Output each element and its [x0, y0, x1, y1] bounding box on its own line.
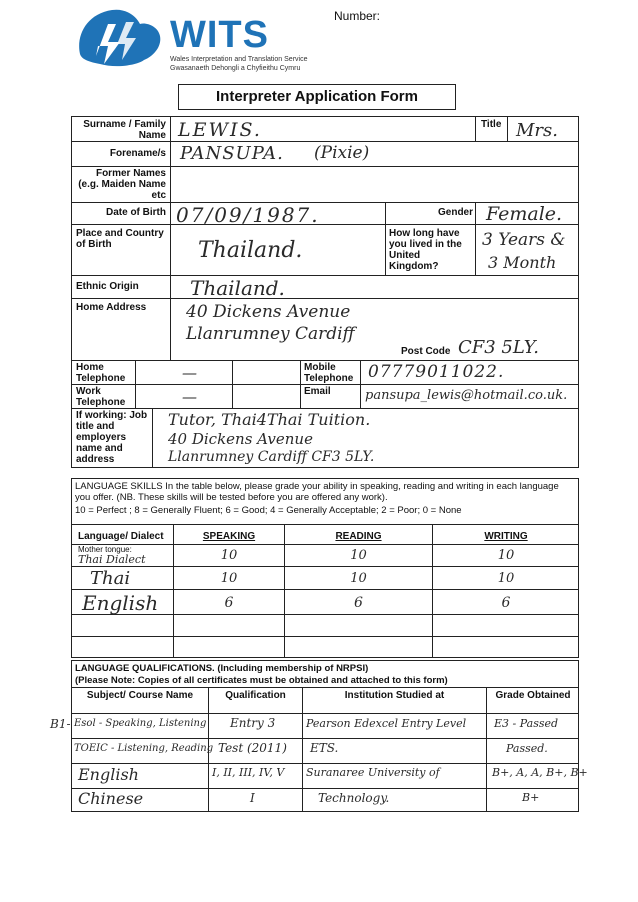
language-skills-scale: 10 = Perfect ; 8 = Generally Fluent; 6 = Good; 4 = Generally Acceptable; 2 = Poor; 0 = None [75, 505, 462, 516]
ethnic-origin-value: Thailand. [190, 276, 285, 300]
qual-subject: Esol - Speaking, Listening [74, 718, 207, 729]
forename-label: Forename/s [109, 148, 166, 159]
qual-grade: B+, A, A, B+, B+ [492, 766, 588, 779]
tagline-english: Wales Interpretation and Translation Service [170, 56, 308, 63]
dob-label: Date of Birth [106, 207, 166, 218]
tagline-welsh: Gwasanaeth Dehongli a Chyfieithu Cymru [170, 65, 301, 72]
skill-writing: 10 [497, 548, 515, 563]
qual-qualification: I, II, III, IV, V [212, 766, 285, 779]
qual-grade: Passed. [506, 742, 548, 755]
col-speaking: SPEAKING [202, 531, 256, 542]
uk-duration-years: 3 Years & [482, 230, 566, 250]
col-grade: Grade Obtained [495, 690, 571, 701]
dob-value: 07/09/1987. [176, 203, 320, 227]
ethnic-origin-label: Ethnic Origin [76, 281, 139, 292]
qual-institution: ETS. [310, 741, 339, 755]
number-label: Number: [334, 9, 381, 23]
qual-grade: B+ [522, 791, 540, 804]
skill-writing: 10 [497, 571, 515, 586]
skill-speaking: 6 [224, 595, 234, 611]
qualifications-intro-text: LANGUAGE QUALIFICATIONS. (Including membership of NRPSI) [75, 663, 369, 674]
surname-value: LEWIS. [178, 119, 262, 141]
home-telephone-value: — [182, 364, 197, 382]
margin-note: B1- [50, 717, 71, 731]
qual-grade: E3 - Passed [494, 717, 559, 730]
col-qualification: Qualification [225, 690, 286, 701]
skill-speaking: 10 [220, 571, 238, 586]
gender-label: Gender [438, 207, 474, 218]
email-label: Email [304, 386, 331, 397]
mother-tongue-label: Mother tongue: [78, 545, 132, 554]
skill-language: English [82, 591, 159, 615]
birthplace-value: Thailand. [198, 238, 303, 263]
qual-institution: Suranaree University of [306, 766, 440, 779]
qual-qualification: Entry 3 [230, 716, 276, 730]
postcode-label: Post Code [401, 346, 451, 357]
address-line-1: 40 Dickens Avenue [186, 302, 351, 322]
job-line-3: Llanrumney Cardiff CF3 5LY. [168, 449, 375, 465]
language-skills-intro [75, 481, 575, 503]
skill-speaking: 10 [220, 548, 238, 563]
home-telephone-label: Home Telephone [76, 362, 126, 384]
uk-residence-label: How long have you lived in the United Kingdom? [389, 228, 462, 272]
qual-institution: Pearson Edexcel Entry Level [306, 717, 467, 730]
work-telephone-value: — [182, 388, 197, 406]
home-address-label: Home Address [76, 302, 147, 313]
birthplace-label: Place and Country of Birth [76, 228, 164, 250]
job-line-2: 40 Dickens Avenue [168, 430, 313, 448]
wits-logo [74, 6, 166, 68]
qualifications-intro [75, 663, 368, 674]
qual-subject: TOEIC - Listening, Reading [74, 743, 214, 754]
skill-language: Thai [90, 568, 131, 589]
form-title-box [178, 84, 456, 110]
skill-reading: 10 [350, 548, 367, 563]
job-label: If working: Job title and employers name and address [76, 410, 148, 465]
nickname-value: (Pixie) [314, 143, 370, 163]
qualifications-note: (Please Note: Copies of all certificates must be obtained and attached to this form) [75, 675, 448, 686]
email-value: pansupa_lewis@hotmail.co.uk. [365, 388, 568, 403]
address-line-2: Llanrumney Cardiff [186, 324, 355, 344]
title-label: Title [481, 119, 502, 130]
qual-institution: Technology. [318, 791, 390, 805]
skill-writing: 6 [501, 595, 511, 611]
title-value: Mrs. [516, 120, 558, 141]
language-skills-intro-text: LANGUAGE SKILLS In the table below, please grade your ability in speaking, reading and writing in each language you offer. (NB. These skills will be tested before you are offered any work). [75, 481, 559, 503]
col-writing: WRITING [484, 531, 528, 542]
skill-reading: 6 [354, 595, 363, 611]
skill-reading: 10 [350, 571, 367, 586]
qual-subject: Chinese [78, 789, 144, 808]
qual-qualification: Test (2011) [218, 741, 287, 755]
uk-duration-months: 3 Month [488, 253, 557, 272]
mobile-value: 07779011022. [368, 362, 505, 382]
qual-subject: English [78, 765, 139, 784]
col-subject: Subject/ Course Name [86, 690, 194, 701]
skill-language: Thai Dialect [78, 553, 146, 566]
mobile-label: Mobile Telephone [304, 362, 354, 384]
col-reading: READING [335, 531, 382, 542]
gender-value: Female. [486, 203, 563, 225]
job-line-1: Tutor, Thai4Thai Tuition. [168, 410, 371, 429]
forename-value: PANSUPA. [180, 143, 284, 164]
col-institution: Institution Studied at [344, 690, 445, 701]
former-names-label: Former Names (e.g. Maiden Name etc [78, 168, 166, 201]
form-title: Interpreter Application Form [216, 88, 418, 105]
col-language: Language/ Dialect [78, 531, 164, 542]
work-telephone-label: Work Telephone [76, 386, 126, 408]
qual-qualification: I [250, 791, 255, 805]
surname-label: Surname / Family Name [83, 119, 166, 141]
postcode-value: CF3 5LY. [458, 337, 539, 358]
logo-text: WITS [170, 14, 269, 56]
